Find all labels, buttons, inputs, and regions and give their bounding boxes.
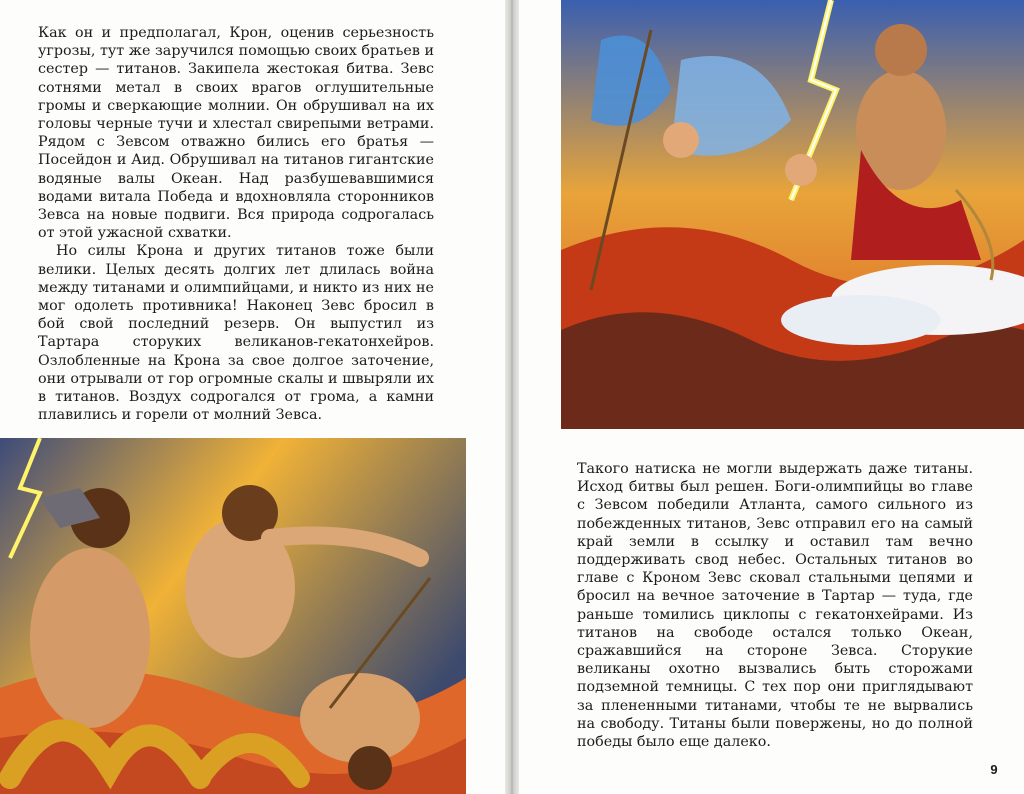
book-gutter (505, 0, 519, 794)
zeus-battle-illustration (561, 0, 1024, 429)
left-paragraph-2: Но силы Крона и других титанов тоже были велики. Целых десять долгих лет длилась война между титанами и олимпийцами, и никто из них не мог одолеть противника! Наконец Зевс бросил в бой свой последний резерв. Он выпустил из Тартара сторуких великанов-гекатонхейров. Озлобленные на Крона за свое долгое заточение, они отрывали от гор огромные скалы и швыряли их в титанов. Воздух содрогался от грома, а камни плавились и горели от молний Зевса. (38, 243, 434, 424)
left-paragraph-1: Как он и предполагал, Крон, оценив серьезность угрозы, тут же заручился помощью своих братьев и сестер — титанов. Закипела жестокая битва. Зевс сотнями метал в своих врагов оглушительные громы и сверкающие молнии. Он обрушивал на их головы черные тучи и хлестал свирепыми ветрами. Рядом с Зевсом отважно бились его братья — Посейдон и Аид. Обрушивал на титанов гигантские водяные валы Океан. Над разбушевавшимися водами витала Победа и вдохновляла сторонников Зевса на новые подвиги. Вся природа содрогалась от этой ужасной схватки. (38, 25, 434, 242)
right-paragraph-1: Такого натиска не могли выдержать даже титаны. Исход битвы был решен. Боги-олимпийцы во главе с Зевсом победили Атланта, самого сильного из побежденных титанов, Зевс отправил его на самый край земли в ссылку и оставил там вечно поддерживать свод небес. Остальных титанов во главе с Кроном Зевс сковал стальными цепями и бросил на вечное заточение в Тартар — туда, где раньше томились циклопы с гекатонхейрами. Из титанов на свободе остался только Океан, сражавшийся на стороне Зевса. Сторукие великаны охотно вызвались быть сторожами подземной темницы. С тех пор они приглядывают за плененными титанами, чтобы те не вырвались на свободу. Титаны были повержены, но до полной победы было еще далеко. (577, 461, 973, 751)
hecatoncheires-illustration (0, 438, 466, 794)
left-page-text (38, 24, 434, 424)
right-page-text (577, 460, 973, 751)
page-number: 9 (990, 762, 998, 777)
